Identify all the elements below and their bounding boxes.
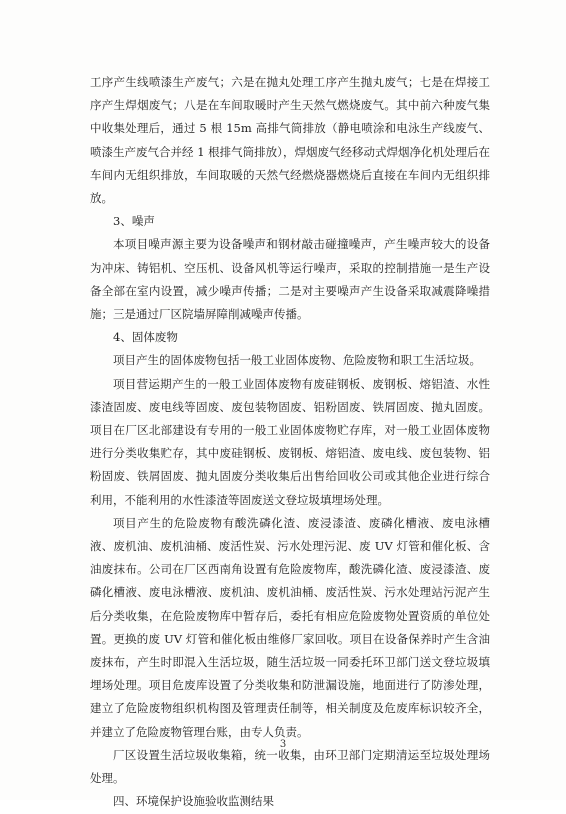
paragraph-general-industrial-waste: 项目营运期产生的一般工业固体废物有废硅钢板、废钢板、熔铝渣、水性漆渣固废、废电线等固废、废包装物固废、铝粉固废、铁屑固废、抛丸固废。项目在厂区北部建设有专用的一般工业固体废物贮存库，对一般工业固体废物进行分类收集贮存，其中废硅钢板、废钢板、熔铝渣、废电线、废包装物、铝粉固废、铁屑固废、抛丸固废分类收集后出售给回收公司或其他企业进行综合利用，不能利用的水性漆渣等固废送文登垃圾填埋场处理。 [90, 376, 490, 507]
paragraph-solid-waste-summary: 项目产生的固体废物包括一般工业固体废物、危险废物和职工生活垃圾。 [113, 353, 481, 368]
page-number: 3 [279, 739, 287, 750]
paragraph-noise: 本项目噪声源主要为设备噪声和钢材敲击碰撞噪声，产生噪声较大的设备为冲床、铸铝机、空压机、设备风机等运行噪声，采取的控制措施一是生产设备全部在室内设置，减少噪声传播；二是对主要噪声产生设备采取减震降噪措施；三是通过厂区院墙屏障削减噪声传播。 [90, 237, 490, 322]
paragraph-air-emissions: 工序产生线喷漆生产废气；六是在抛丸处理工序产生抛丸废气；七是在焊接工序产生焊烟废气；八是在车间取暖时产生天然气燃烧废气。其中前六种废气集中收集处理后，通过 5 根 15m 高排气筒排放（静电喷涂和电泳生产线废气、喷漆生产废气合并经 1 根排气筒排放），焊烟废气经移动式焊烟净化机处理后在车间内无组织排放，车间取暖的天然气经燃烧器燃烧后直接在车间内无组织排放。 [90, 75, 490, 206]
section-heading-solid-waste: 4、固体废物 [113, 330, 178, 345]
section-heading-noise: 3、噪声 [113, 214, 155, 229]
section-heading-monitoring-results: 四、环境保护设施验收监测结果 [113, 794, 274, 809]
paragraph-hazardous-waste: 项目产生的危险废物有酸洗磷化渣、废浸漆渣、废磷化槽液、废电泳槽液、废机油、废机油桶、废活性炭、污水处理污泥、废 UV 灯管和催化板、含油废抹布。公司在厂区西南角设置有危险废物库，酸洗磷化渣、废浸漆渣、废磷化槽液、废电泳槽液、废机油、废机油桶、废活性炭、污水处理站污泥产生后分类收集，在危险废物库中暂存后，委托有相应危险废物处置资质的单位处置。更换的废 UV 灯管和催化板由维修厂家回收。项目在设备保养时产生含油废抹布，产生时即混入生活垃圾，随生活垃圾一同委托环卫部门送文登垃圾填埋场处理。项目危废库设置了分类收集和防泄漏设施，地面进行了防渗处理，建立了危险废物组织机构图及管理责任制等，相关制度及危废库标识较齐全，并建立了危险废物管理台账，由专人负责。 [90, 515, 490, 739]
paragraph-domestic-waste: 厂区设置生活垃圾收集箱，统一收集，由环卫部门定期清运至垃圾处理场处理。 [90, 747, 490, 786]
document-body [90, 71, 490, 814]
